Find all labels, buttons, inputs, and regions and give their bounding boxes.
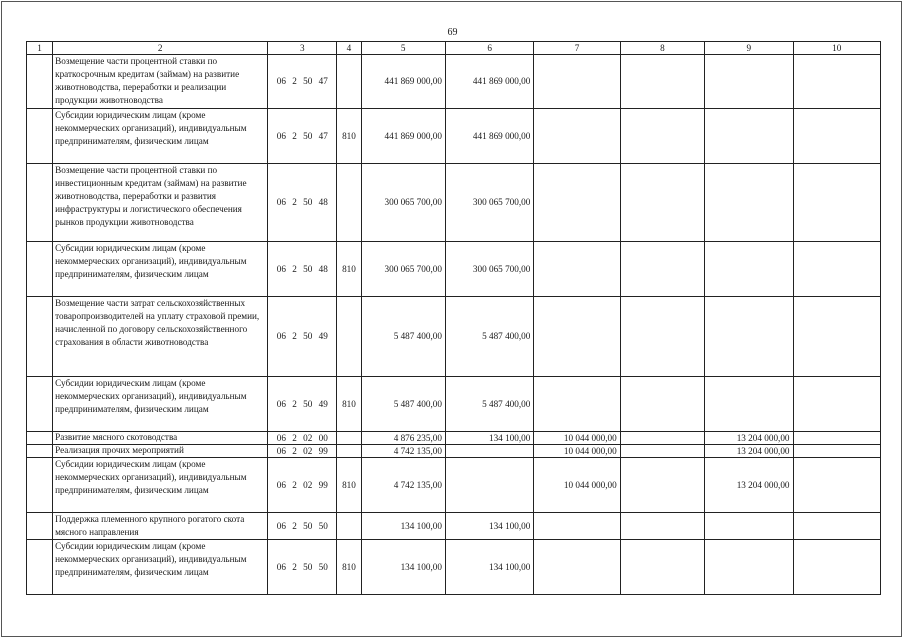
amount-col6-cell — [445, 458, 533, 513]
amount-col8-cell — [620, 458, 704, 513]
amount-col8-cell — [620, 55, 704, 109]
amount-col10-cell — [793, 432, 880, 445]
table-row — [27, 242, 881, 297]
amount-col8-cell — [620, 242, 704, 297]
expense-type-cell: 810 — [337, 540, 361, 595]
row-number-cell — [27, 164, 53, 242]
amount-col9-cell — [705, 55, 793, 109]
column-header: 3 — [268, 42, 337, 55]
item-name-cell: Субсидии юридическим лицам (кроме некоммерческих организаций), индивидуальным предпринимателям, физическим лицам — [53, 540, 268, 595]
amount-col10-cell — [793, 458, 880, 513]
expense-type-cell — [337, 432, 361, 445]
amount-col5-cell: 134 100,00 — [361, 540, 445, 595]
column-header: 2 — [53, 42, 268, 55]
table-row — [27, 432, 881, 445]
target-article-code-cell: 06 2 50 47 — [268, 109, 337, 164]
row-number-cell — [27, 377, 53, 432]
amount-col10-cell — [793, 242, 880, 297]
table-row — [27, 109, 881, 164]
row-number-cell — [27, 540, 53, 595]
item-name-cell: Возмещение части процентной ставки по краткосрочным кредитам (займам) на развитие животноводства, переработки и реализации продукции животноводства — [53, 55, 268, 109]
amount-col8-cell — [620, 164, 704, 242]
expense-type-cell: 810 — [337, 109, 361, 164]
expense-type-cell — [337, 164, 361, 242]
target-article-code-cell: 06 2 02 99 — [268, 458, 337, 513]
amount-col5-cell: 4 742 135,00 — [361, 458, 445, 513]
column-header: 8 — [620, 42, 704, 55]
row-number-cell — [27, 242, 53, 297]
table-row — [27, 513, 881, 540]
amount-col10-cell — [793, 540, 880, 595]
target-article-code-cell: 06 2 02 99 — [268, 445, 337, 458]
row-number-cell — [27, 445, 53, 458]
table-row — [27, 164, 881, 242]
target-article-code-cell: 06 2 50 47 — [268, 55, 337, 109]
amount-col8-cell — [620, 109, 704, 164]
column-header: 7 — [534, 42, 620, 55]
amount-col5-cell: 300 065 700,00 — [361, 164, 445, 242]
amount-col10-cell — [793, 513, 880, 540]
column-number-row — [27, 42, 881, 55]
item-name-cell: Возмещение части затрат сельскохозяйственных товаропроизводителей на уплату страховой премии, начисленной по договору сельскохозяйственного страхования в области животноводства — [53, 297, 268, 377]
target-article-code-cell: 06 2 50 50 — [268, 513, 337, 540]
amount-col7-cell: 10 044 000,00 — [534, 445, 620, 458]
row-number-cell — [27, 432, 53, 445]
amount-col7-cell — [534, 513, 620, 540]
expense-type-cell — [337, 445, 361, 458]
page-number: 69 — [447, 27, 458, 38]
amount-col8-cell — [620, 513, 704, 540]
column-header: 6 — [445, 42, 533, 55]
amount-col6-cell: 300 065 700,00 — [445, 164, 533, 242]
table-row — [27, 377, 881, 432]
amount-col6-cell: 134 100,00 — [445, 432, 533, 445]
target-article-code-cell: 06 2 50 49 — [268, 297, 337, 377]
expense-type-cell: 810 — [337, 458, 361, 513]
amount-col5-cell: 441 869 000,00 — [361, 55, 445, 109]
amount-col8-cell — [620, 297, 704, 377]
amount-col10-cell — [793, 377, 880, 432]
item-name-cell: Возмещение части процентной ставки по инвестиционным кредитам (займам) на развитие животноводства, переработки и развития инфраструктуры и логистического обеспечения рынков продукции животноводства — [53, 164, 268, 242]
amount-col6-cell: 441 869 000,00 — [445, 109, 533, 164]
table-row — [27, 540, 881, 595]
item-name-cell: Субсидии юридическим лицам (кроме некоммерческих организаций), индивидуальным предпринимателям, физическим лицам — [53, 377, 268, 432]
amount-col7-cell — [534, 540, 620, 595]
item-name-cell: Реализация прочих мероприятий — [53, 445, 268, 458]
amount-col8-cell — [620, 445, 704, 458]
amount-col6-cell: 5 487 400,00 — [445, 297, 533, 377]
row-number-cell — [27, 297, 53, 377]
expense-type-cell: 810 — [337, 242, 361, 297]
expense-type-cell: 810 — [337, 377, 361, 432]
row-number-cell — [27, 109, 53, 164]
amount-col5-cell: 441 869 000,00 — [361, 109, 445, 164]
row-number-cell — [27, 458, 53, 513]
column-header: 4 — [337, 42, 361, 55]
amount-col7-cell — [534, 297, 620, 377]
amount-col9-cell — [705, 164, 793, 242]
expense-type-cell — [337, 55, 361, 109]
table-row — [27, 55, 881, 109]
item-name-cell: Субсидии юридическим лицам (кроме некоммерческих организаций), индивидуальным предпринимателям, физическим лицам — [53, 458, 268, 513]
amount-col9-cell — [705, 540, 793, 595]
amount-col9-cell — [705, 242, 793, 297]
amount-col6-cell: 300 065 700,00 — [445, 242, 533, 297]
amount-col7-cell — [534, 109, 620, 164]
amount-col7-cell — [534, 242, 620, 297]
amount-col6-cell: 441 869 000,00 — [445, 55, 533, 109]
amount-col10-cell — [793, 164, 880, 242]
column-header: 5 — [361, 42, 445, 55]
target-article-code-cell: 06 2 50 48 — [268, 164, 337, 242]
amount-col5-cell: 300 065 700,00 — [361, 242, 445, 297]
amount-col9-cell: 13 204 000,00 — [705, 458, 793, 513]
amount-col5-cell: 134 100,00 — [361, 513, 445, 540]
amount-col9-cell: 13 204 000,00 — [705, 445, 793, 458]
expense-type-cell — [337, 513, 361, 540]
amount-col5-cell: 5 487 400,00 — [361, 377, 445, 432]
amount-col10-cell — [793, 109, 880, 164]
amount-col7-cell: 10 044 000,00 — [534, 458, 620, 513]
expense-type-cell — [337, 297, 361, 377]
item-name-cell: Субсидии юридическим лицам (кроме некоммерческих организаций), индивидуальным предпринимателям, физическим лицам — [53, 242, 268, 297]
target-article-code-cell: 06 2 50 48 — [268, 242, 337, 297]
amount-col9-cell — [705, 109, 793, 164]
amount-col10-cell — [793, 297, 880, 377]
table-row — [27, 458, 881, 513]
target-article-code-cell: 06 2 50 50 — [268, 540, 337, 595]
amount-col8-cell — [620, 377, 704, 432]
amount-col7-cell: 10 044 000,00 — [534, 432, 620, 445]
amount-col9-cell — [705, 513, 793, 540]
column-header: 9 — [705, 42, 793, 55]
row-number-cell — [27, 513, 53, 540]
row-number-cell — [27, 55, 53, 109]
item-name-cell: Субсидии юридическим лицам (кроме некоммерческих организаций), индивидуальным предпринимателям, физическим лицам — [53, 109, 268, 164]
target-article-code-cell: 06 2 02 00 — [268, 432, 337, 445]
amount-col6-cell — [445, 445, 533, 458]
amount-col8-cell — [620, 432, 704, 445]
table-row — [27, 297, 881, 377]
amount-col9-cell: 13 204 000,00 — [705, 432, 793, 445]
target-article-code-cell: 06 2 50 49 — [268, 377, 337, 432]
item-name-cell: Развитие мясного скотоводства — [53, 432, 268, 445]
amount-col7-cell — [534, 164, 620, 242]
amount-col5-cell: 4 742 135,00 — [361, 445, 445, 458]
amount-col9-cell — [705, 377, 793, 432]
amount-col7-cell — [534, 55, 620, 109]
amount-col6-cell: 134 100,00 — [445, 540, 533, 595]
amount-col5-cell: 4 876 235,00 — [361, 432, 445, 445]
amount-col5-cell: 5 487 400,00 — [361, 297, 445, 377]
amount-col7-cell — [534, 377, 620, 432]
item-name-cell: Поддержка племенного крупного рогатого скота мясного направления — [53, 513, 268, 540]
column-header: 1 — [27, 42, 53, 55]
amount-col6-cell: 5 487 400,00 — [445, 377, 533, 432]
column-header: 10 — [793, 42, 880, 55]
amount-col8-cell — [620, 540, 704, 595]
amount-col9-cell — [705, 297, 793, 377]
table-row — [27, 445, 881, 458]
budget-table — [26, 41, 881, 595]
amount-col6-cell: 134 100,00 — [445, 513, 533, 540]
amount-col10-cell — [793, 445, 880, 458]
amount-col10-cell — [793, 55, 880, 109]
